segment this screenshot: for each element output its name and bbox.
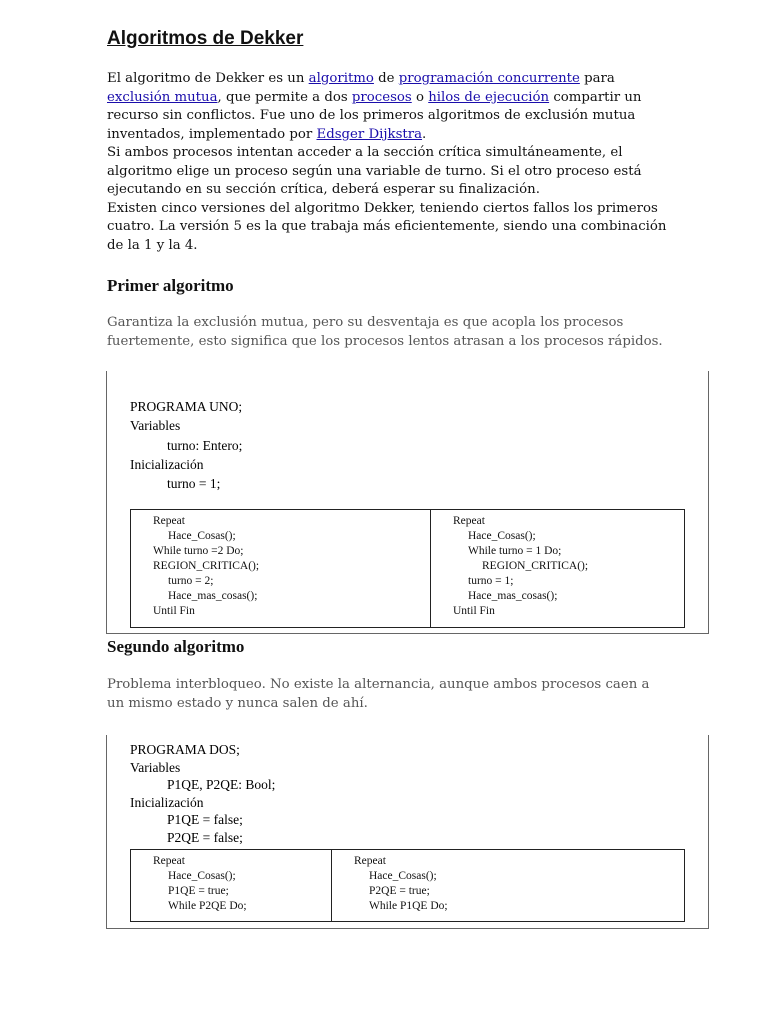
intro-text-segment: compartir un recurso sin conflictos. Fue uno de los primeros algoritmos de exclusión mutua inventados, implementado por: [107, 89, 642, 142]
code-line: turno = 1;: [167, 476, 221, 492]
code-line: While turno = 1 Do;: [468, 545, 562, 557]
section-heading-primer: Primer algoritmo: [107, 276, 234, 295]
code-line: P1QE = true;: [168, 885, 229, 897]
link-edsger-dijkstra[interactable]: Edsger Dijkstra: [316, 126, 423, 142]
code-box-segundo: [106, 735, 709, 929]
code-line: REGION_CRITICA();: [153, 560, 260, 572]
code-line: P1QE = false;: [167, 812, 243, 828]
code-table: [130, 849, 685, 922]
code-line: Repeat: [453, 515, 485, 527]
link-procesos[interactable]: procesos: [351, 89, 412, 105]
intro-text-segment: o: [411, 89, 429, 105]
link-hilos-de-ejecucion[interactable]: hilos de ejecución: [428, 89, 550, 105]
code-line: Variables: [130, 759, 181, 775]
code-column-right: [431, 510, 684, 627]
link-exclusion-mutua[interactable]: exclusión mutua: [107, 89, 218, 105]
code-line: Hace_Cosas();: [369, 870, 437, 882]
intro-text-segment: .: [422, 126, 427, 142]
intro-text: [107, 70, 667, 255]
link-algoritmo[interactable]: algoritmo: [308, 71, 374, 86]
code-line: While P1QE Do;: [369, 900, 448, 912]
code-line: Repeat: [354, 855, 386, 867]
link-programacion-concurrente[interactable]: programación concurrente: [398, 71, 580, 86]
code-line: Until Fin: [453, 605, 495, 617]
code-table: [130, 509, 685, 628]
intro-text-segment: El algoritmo de Dekker es un: [107, 71, 309, 86]
code-line: Inicialización: [130, 456, 204, 472]
code-column-left: [131, 850, 332, 921]
code-line: Hace_mas_cosas();: [168, 590, 258, 602]
declaration-block: [130, 741, 275, 847]
intro-text-segment: de: [373, 71, 399, 86]
code-line: Hace_Cosas();: [168, 530, 236, 542]
code-line: PROGRAMA UNO;: [130, 399, 243, 414]
code-line: turno = 2;: [168, 575, 214, 587]
code-line: While P2QE Do;: [168, 900, 247, 912]
code-line: Repeat: [153, 515, 185, 527]
intro-paragraph-3: Existen cinco versiones del algoritmo Dekker, teniendo ciertos fallos los primeros cuatro. La versión 5 es la que trabaja más eficientemente, siendo una combinación de la 1 y la 4.: [107, 200, 667, 253]
declaration-block: [130, 397, 242, 493]
intro-text-segment: , que permite a dos: [217, 89, 352, 105]
code-line: P1QE, P2QE: Bool;: [167, 777, 276, 793]
section-heading-segundo: Segundo algoritmo: [107, 637, 245, 656]
code-line: PROGRAMA DOS;: [130, 742, 240, 757]
section-description-primer: Garantiza la exclusión mutua, pero su desventaja es que acopla los procesos fuertemente, esto significa que los procesos lentos atrasan a los procesos rápidos.: [107, 315, 663, 349]
code-column-right: [332, 850, 684, 921]
code-line: turno: Entero;: [167, 437, 243, 453]
intro-paragraph-2: Si ambos procesos intentan acceder a la sección crítica simultáneamente, el algoritmo elige un proceso según una variable de turno. Si el otro proceso está ejecutando en su sección crítica, deberá esperar su finalización.: [107, 145, 642, 197]
code-line: turno = 1;: [468, 575, 514, 587]
code-line: Inicialización: [130, 794, 204, 810]
code-column-left: [131, 510, 431, 627]
code-line: P2QE = true;: [369, 885, 430, 897]
section-description-segundo: Problema interbloqueo. No existe la alternancia, aunque ambos procesos caen a un mismo estado y nunca salen de ahí.: [107, 677, 650, 711]
code-line: REGION_CRITICA();: [482, 560, 589, 572]
code-line: Repeat: [153, 855, 185, 867]
page-title: Algoritmos de Dekker: [107, 28, 304, 49]
code-line: While turno =2 Do;: [153, 545, 244, 557]
code-line: Hace_Cosas();: [468, 530, 536, 542]
code-box-primer: [106, 371, 709, 634]
code-line: Until Fin: [153, 605, 195, 617]
code-line: Hace_mas_cosas();: [468, 590, 558, 602]
code-line: P2QE = false;: [167, 829, 243, 845]
code-line: Variables: [130, 418, 181, 434]
intro-text-segment: para: [579, 71, 615, 86]
code-line: Hace_Cosas();: [168, 870, 236, 882]
